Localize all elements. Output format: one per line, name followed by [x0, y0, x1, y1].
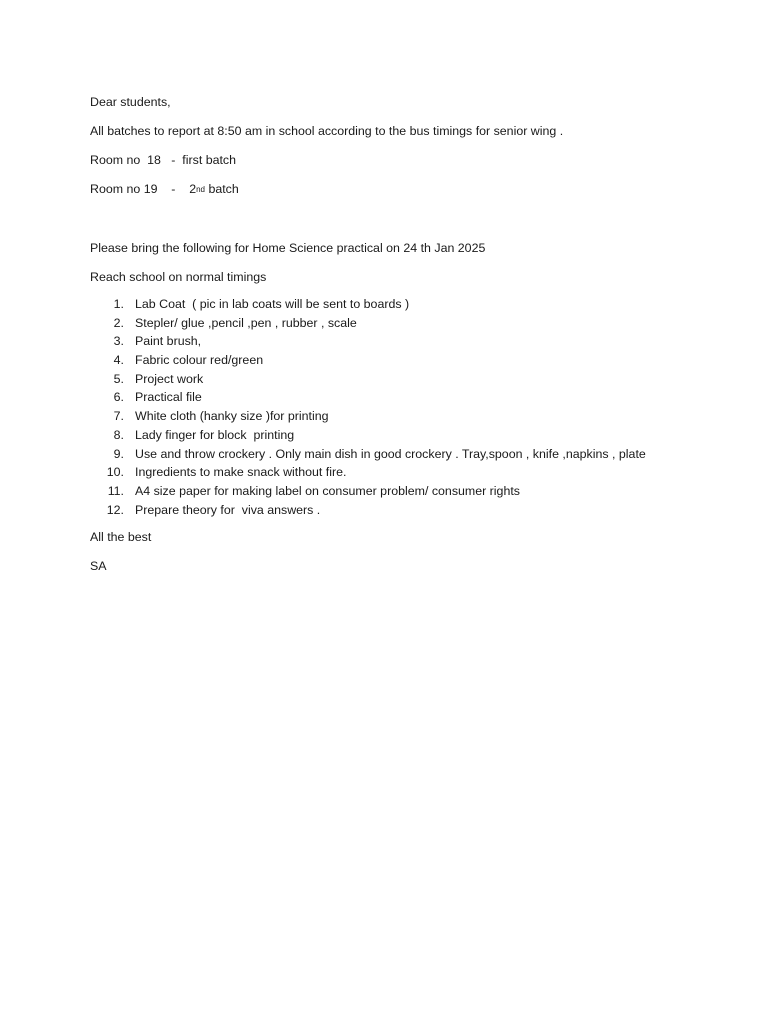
list-text: Use and throw crockery . Only main dish in good crockery . Tray,spoon , knife ,napkins , plate	[135, 446, 646, 461]
list-item	[90, 388, 710, 407]
room-label: Room no 18	[90, 153, 161, 167]
list-text: Project work	[135, 371, 204, 386]
list-item	[90, 351, 710, 370]
list-number: 3.	[113, 334, 124, 349]
list-text: Practical file	[135, 390, 202, 405]
room-label: Room no 19	[90, 182, 158, 196]
list-item	[90, 501, 710, 520]
list-number: 10.	[106, 465, 124, 480]
bring-instruction: Please bring the following for Home Science practical on 24 th Jan 2025	[90, 241, 486, 255]
list-number: 8.	[113, 427, 124, 442]
list-item	[90, 332, 710, 351]
list-text: Paint brush,	[135, 334, 202, 349]
list-text: Lady finger for block printing	[135, 427, 295, 442]
list-text: Fabric colour red/green	[135, 353, 264, 368]
batch-text: first batch	[182, 153, 237, 167]
signature: SA	[90, 559, 107, 574]
list-text: A4 size paper for making label on consumer problem/ consumer rights	[135, 483, 520, 498]
list-text: Lab Coat ( pic in lab coats will be sent to boards )	[135, 297, 410, 311]
list-item	[90, 407, 710, 426]
list-number: 6.	[113, 390, 124, 405]
list-text: Ingredients to make snack without fire.	[135, 465, 347, 480]
list-item	[90, 370, 710, 389]
list-number: 1.	[113, 297, 124, 311]
room-assignment-1	[90, 152, 710, 181]
greeting: Dear students,	[90, 95, 171, 109]
list-number: 4.	[113, 353, 124, 368]
list-item	[90, 314, 710, 333]
list-text: Stepler/ glue ,pencil ,pen , rubber , scale	[135, 315, 357, 330]
batch-text: batch	[205, 182, 239, 196]
list-item	[90, 295, 710, 314]
reach-instruction: Reach school on normal timings	[90, 270, 267, 284]
list-number: 2.	[113, 315, 124, 330]
blank-line	[90, 210, 710, 240]
list-item	[90, 426, 710, 445]
list-text: Prepare theory for viva answers .	[135, 502, 321, 517]
closing-line: All the best	[90, 530, 152, 545]
list-item	[90, 463, 710, 482]
list-number: 12.	[106, 502, 124, 517]
batch-number: 2	[189, 182, 197, 196]
list-number: 11.	[107, 483, 124, 498]
room-separator: -	[160, 153, 183, 167]
notice-body	[90, 94, 710, 587]
list-number: 9.	[113, 446, 124, 461]
items-list	[90, 295, 710, 519]
list-number: 7.	[113, 409, 124, 424]
list-number: 5.	[113, 371, 124, 386]
room-assignment-2: Room no 19 - 2 $^{nd}$ batch	[90, 182, 239, 196]
room-separator: -	[157, 182, 190, 196]
list-item	[90, 482, 710, 501]
list-item	[90, 445, 710, 464]
report-instruction: All batches to report at 8:50 am in school according to the bus timings for senior wing .	[90, 124, 564, 138]
list-text: White cloth (hanky size )for printing	[135, 409, 329, 424]
